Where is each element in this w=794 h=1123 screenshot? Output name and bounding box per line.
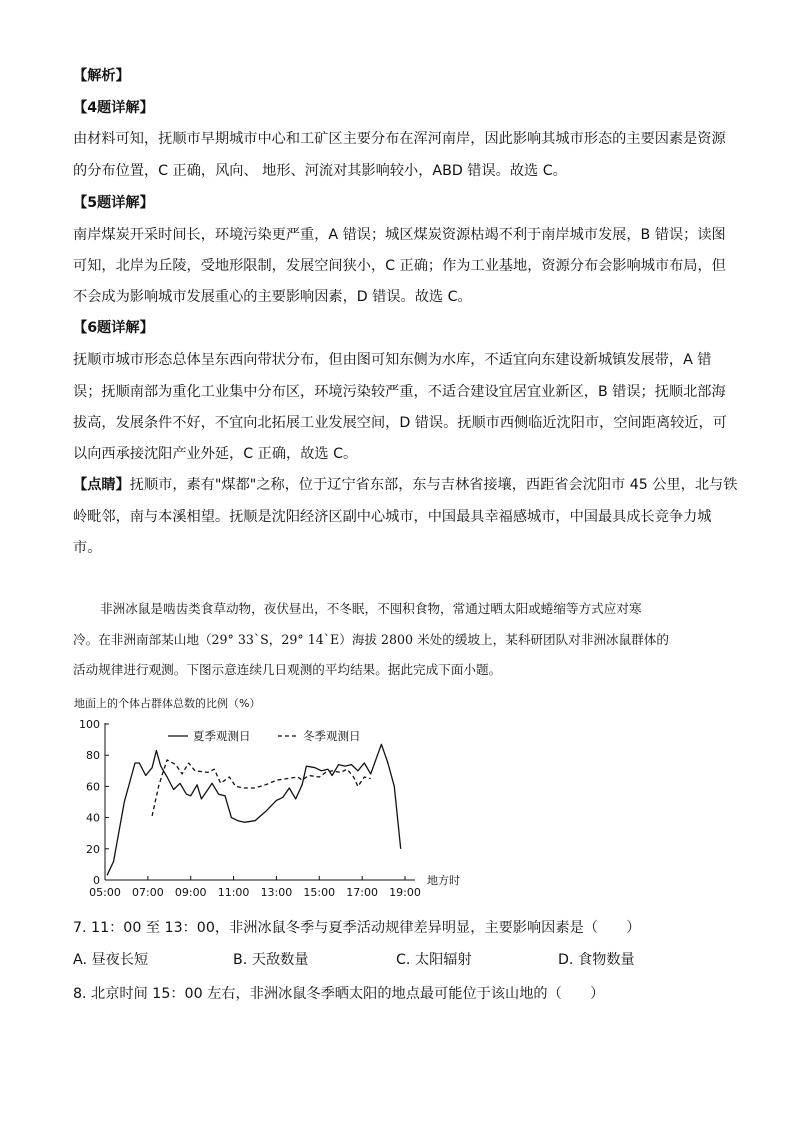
x-tick-label: 19:00 <box>389 886 421 899</box>
x-tick-label: 05:00 <box>89 886 121 899</box>
q6-explanation-line: 抚顺市城市形态总体呈东西向带状分布，但由图可知东侧为水库，不适宜向东建设新城镇发展带，A 错 <box>73 352 712 368</box>
q7-option-a: A. 昼夜长短 <box>73 952 149 968</box>
note-text: 抚顺市，素有"煤都"之称，位于辽宁省东部，东与吉林省接壤，西距省会沈阳市 45 公里，北与铁 <box>129 477 738 493</box>
x-tick-label: 09:00 <box>174 886 207 899</box>
x-axis-label: 地方时 <box>427 874 460 887</box>
q6-heading: 【6题详解】 <box>73 320 154 336</box>
y-tick-label: 60 <box>86 780 100 794</box>
q5-heading: 【5题详解】 <box>73 195 154 211</box>
x-tick-label: 15:00 <box>303 886 336 899</box>
y-axis-label: 地面上的个体占群体总数的比例（%） <box>74 697 261 710</box>
q5-explanation-line: 不会成为影响城市发展重心的主要影响因素，D 错误。故选 C。 <box>73 289 472 305</box>
note-heading: 【点睛】 <box>73 477 130 493</box>
x-tick-label: 07:00 <box>132 886 164 899</box>
passage-line: 活动规律进行观测。下图示意连续几日观测的平均结果。据此完成下面小题。 <box>73 662 502 677</box>
x-tick-label: 11:00 <box>217 886 250 899</box>
q5-explanation-line: 可知，北岸为丘陵，受地形限制，发展空间狭小，C 正确；作为工业基地，资源分布会影响城市布局，但 <box>73 258 726 274</box>
note-line: 市。 <box>73 540 102 556</box>
y-tick-label: 20 <box>86 842 100 856</box>
q5-explanation-line: 南岸煤炭开采时间长，环境污染更严重，A 错误；城区煤炭资源枯竭不利于南岸城市发展，B 错误；读图 <box>73 227 726 243</box>
q7-option-b: B. 天敌数量 <box>233 952 309 968</box>
q4-explanation-line: 由材料可知，抚顺市早期城市中心和工矿区主要分布在浑河南岸，因此影响其城市形态的主要因素是资源 <box>73 131 726 147</box>
passage-line: 非洲冰鼠是啮齿类食草动物，夜伏昼出，不冬眠，不囤积食物，常通过晒太阳或蜷缩等方式应对寒 <box>100 601 642 616</box>
question-7: 7. 11：00 至 13：00，非洲冰鼠冬季与夏季活动规律差异明显，主要影响因素是（ ） <box>73 920 641 936</box>
q7-option-c: C. 太阳辐射 <box>396 952 472 968</box>
activity-line-chart <box>70 692 470 899</box>
series-line-winter <box>152 760 371 816</box>
y-tick-label: 0 <box>93 874 100 887</box>
series-line-summer <box>107 744 401 875</box>
q6-explanation-line: 拔高，发展条件不好，不宜向北拓展工业发展空间，D 错误。抚顺市西侧临近沈阳市，空间距离较近，可 <box>73 415 727 431</box>
q7-option-d: D. 食物数量 <box>558 952 635 968</box>
x-tick-label: 13:00 <box>260 886 293 899</box>
note-line: 岭毗邻，南与本溪相望。抚顺是沈阳经济区副中心城市，中国最具幸福感城市，中国最具成长竞争力城 <box>73 509 712 525</box>
y-tick-label: 40 <box>86 811 100 825</box>
analysis-title: 【解析】 <box>73 68 130 84</box>
q6-explanation-line: 误；抚顺南部为重化工业集中分布区，环境污染较严重，不适合建设宜居宜业新区，B 错误；抚顺北部海 <box>73 384 726 400</box>
y-tick-label: 80 <box>86 749 100 763</box>
y-tick-label: 100 <box>79 718 100 731</box>
q4-heading: 【4题详解】 <box>73 100 154 116</box>
q6-explanation-line: 以向西承接沈阳产业外延，C 正确，故选 C。 <box>73 446 358 462</box>
legend-label: 夏季观测日 <box>193 729 251 743</box>
note-line <box>73 475 737 495</box>
x-tick-label: 17:00 <box>346 886 378 899</box>
q4-explanation-line: 的分布位置，C 正确，风向、 地形、河流对其影响较小，ABD 错误。故选 C。 <box>73 163 567 179</box>
question-8: 8. 北京时间 15：00 左右，非洲冰鼠冬季晒太阳的地点最可能位于该山地的（ ） <box>73 986 605 1002</box>
passage-line: 冷。在非洲南部某山地（29° 33`S，29° 14`E）海拔 2800 米处的缓坡上，某科研团队对非洲冰鼠群体的 <box>73 632 669 647</box>
legend-label: 冬季观测日 <box>303 729 361 743</box>
